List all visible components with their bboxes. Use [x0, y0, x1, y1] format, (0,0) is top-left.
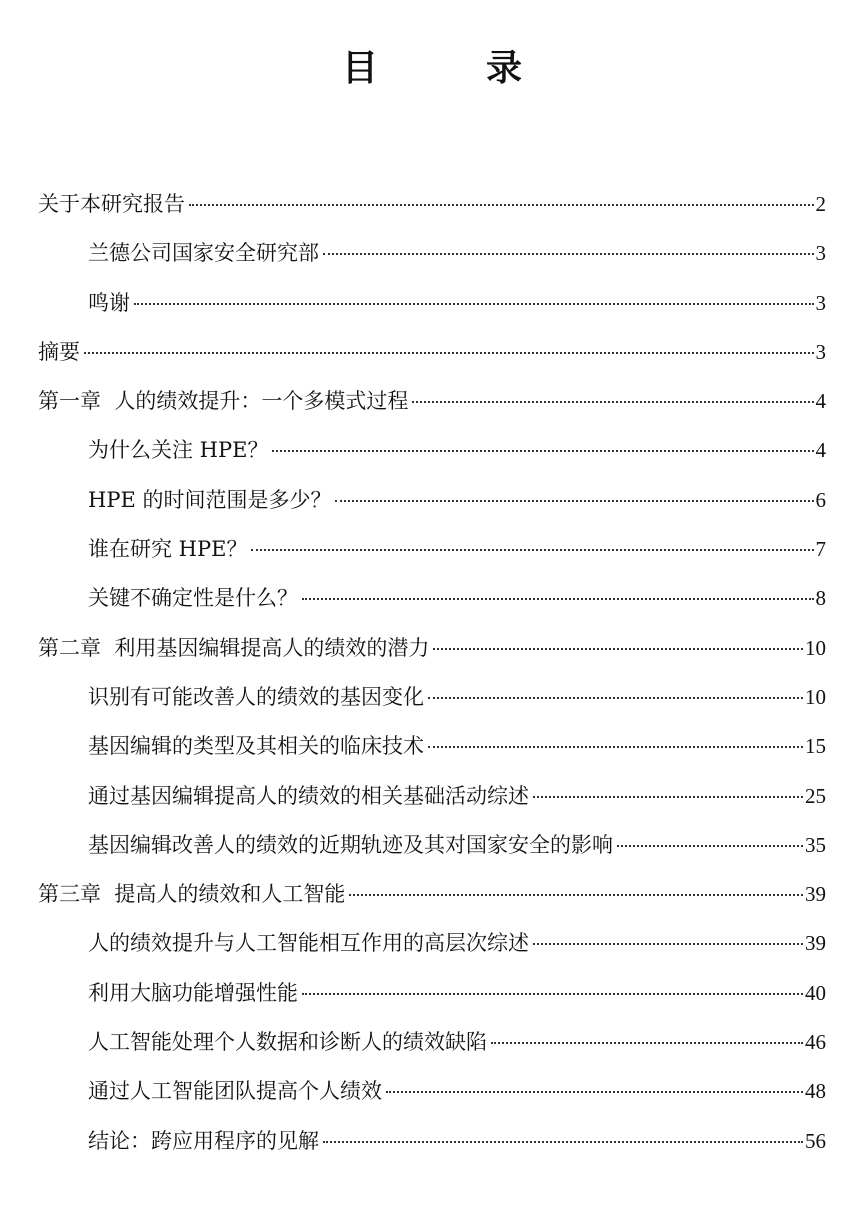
toc-entry[interactable]	[38, 673, 826, 722]
toc-entry[interactable]	[38, 624, 826, 673]
toc-entry-page: 4	[815, 389, 826, 414]
toc-entry-page: 39	[805, 882, 826, 907]
toc-entry[interactable]	[38, 821, 826, 870]
toc-entry-title: 谁在研究 HPE？	[88, 537, 248, 562]
toc-entry-title: HPE 的时间范围是多少？	[88, 487, 332, 512]
dot-leader	[272, 450, 813, 452]
toc-entry[interactable]	[38, 476, 826, 525]
dot-leader	[433, 648, 803, 650]
dot-leader	[302, 993, 803, 995]
toc-entry-title: 第三章 提高人的绩效和人工智能	[38, 882, 346, 907]
toc-entry-title: 摘要	[38, 339, 80, 364]
dot-leader	[533, 943, 803, 945]
dot-leader	[617, 845, 803, 847]
toc-entry-page: 3	[815, 339, 826, 364]
toc-entry-title: 第一章 人的绩效提升：一个多模式过程	[38, 389, 409, 414]
dot-leader	[412, 401, 813, 403]
dot-leader	[84, 352, 814, 354]
toc-entry-page: 10	[805, 684, 826, 709]
toc-entry[interactable]	[38, 426, 826, 475]
dot-leader	[323, 1141, 803, 1143]
toc-entry[interactable]	[38, 229, 826, 278]
toc-entry[interactable]	[38, 279, 826, 328]
dot-leader	[251, 549, 813, 551]
toc-entry-title: 人工智能处理个人数据和诊断人的绩效缺陷	[88, 1030, 487, 1055]
toc-entry-page: 10	[805, 635, 826, 660]
toc-entry-title: 通过基因编辑提高人的绩效的相关基础活动综述	[88, 783, 529, 808]
toc-entry-page: 3	[815, 241, 826, 266]
toc-entry-title: 关于本研究报告	[38, 192, 185, 216]
toc-entry-title: 第二章 利用基因编辑提高人的绩效的潜力	[38, 635, 430, 660]
toc-entry-title: 关键不确定性是什么？	[88, 586, 298, 611]
toc-entry-page: 4	[815, 438, 826, 463]
dot-leader	[302, 598, 814, 600]
toc-entry-page: 15	[805, 734, 826, 759]
toc-entry[interactable]	[38, 919, 826, 968]
toc-entry-title: 人的绩效提升与人工智能相互作用的高层次综述	[88, 931, 529, 956]
toc-entry[interactable]	[38, 1067, 826, 1116]
toc-entry-title: 结论：跨应用程序的见解	[88, 1128, 319, 1153]
toc-entry-page: 35	[805, 832, 826, 857]
toc-entry-page: 3	[815, 290, 826, 315]
toc-entry-title: 鸣谢	[88, 290, 130, 315]
dot-leader	[386, 1091, 803, 1093]
toc-entry-title: 基因编辑改善人的绩效的近期轨迹及其对国家安全的影响	[88, 832, 613, 857]
dot-leader	[335, 500, 813, 502]
toc-entry-page: 39	[805, 931, 826, 956]
dot-leader	[491, 1042, 803, 1044]
toc-entry[interactable]	[38, 969, 826, 1018]
toc-entry[interactable]	[38, 772, 826, 821]
toc-entry[interactable]	[38, 180, 826, 229]
dot-leader	[189, 204, 814, 206]
toc-entry[interactable]	[38, 1018, 826, 1067]
toc-entry-page: 6	[815, 487, 826, 512]
toc-entry-title: 通过人工智能团队提高个人绩效	[88, 1079, 382, 1104]
toc-entry[interactable]	[38, 722, 826, 771]
dot-leader	[533, 796, 803, 798]
toc-entry[interactable]	[38, 1117, 826, 1166]
toc-entry[interactable]	[38, 870, 826, 919]
dot-leader	[349, 894, 803, 896]
dot-leader	[428, 697, 803, 699]
toc-entry-page: 25	[805, 783, 826, 808]
toc-title: 目 录	[341, 48, 558, 89]
toc-entry-page: 8	[815, 586, 826, 611]
toc-entry[interactable]	[38, 328, 826, 377]
toc-entry-title: 为什么关注 HPE？	[88, 438, 269, 463]
dot-leader	[134, 303, 814, 305]
toc-entry-page: 48	[805, 1079, 826, 1104]
toc-entry[interactable]	[38, 574, 826, 623]
toc-entry-page: 56	[805, 1128, 826, 1153]
toc-entry[interactable]	[38, 525, 826, 574]
toc-entry-page: 7	[815, 537, 826, 562]
toc-entry-page: 40	[805, 980, 826, 1005]
toc-list	[38, 180, 826, 1166]
toc-entry-title: 基因编辑的类型及其相关的临床技术	[88, 734, 424, 759]
toc-entry[interactable]	[38, 377, 826, 426]
toc-entry-title: 识别有可能改善人的绩效的基因变化	[88, 684, 424, 709]
toc-entry-title: 兰德公司国家安全研究部	[88, 241, 319, 266]
toc-entry-title: 利用大脑功能增强性能	[88, 980, 298, 1005]
toc-entry-page: 2	[815, 192, 826, 216]
dot-leader	[323, 253, 814, 255]
toc-entry-page: 46	[805, 1030, 826, 1055]
dot-leader	[428, 746, 803, 748]
